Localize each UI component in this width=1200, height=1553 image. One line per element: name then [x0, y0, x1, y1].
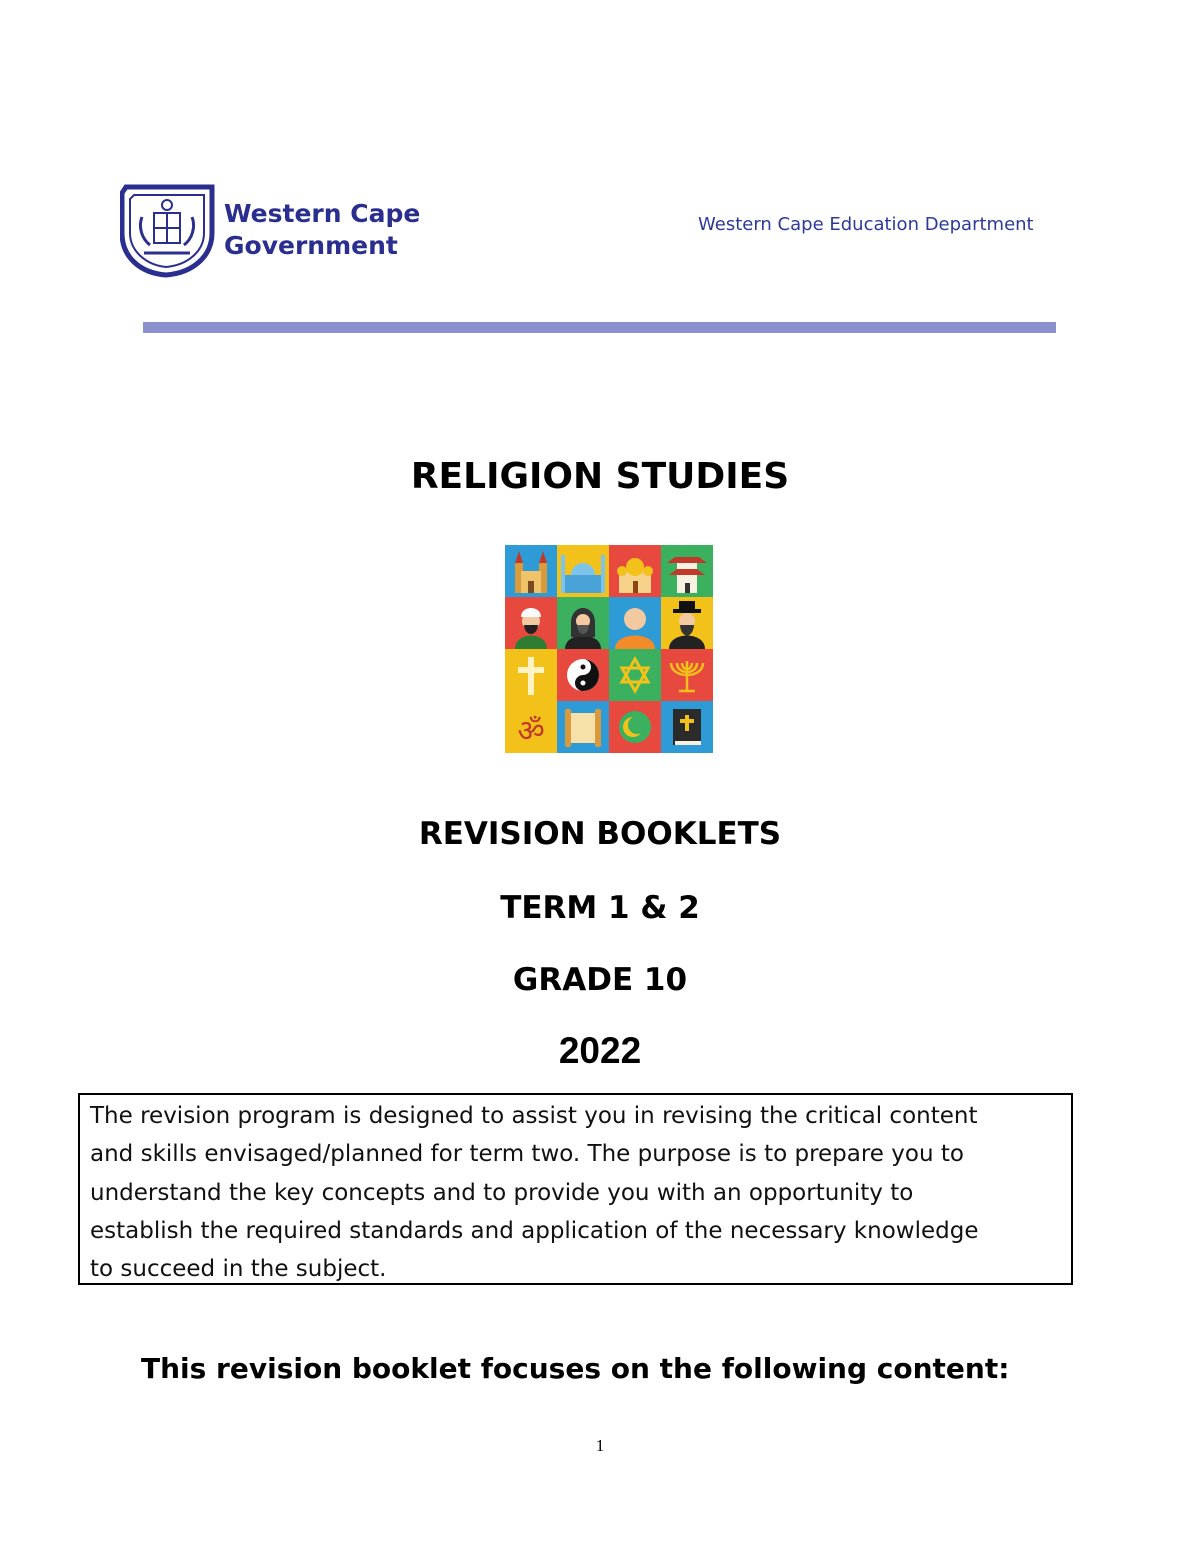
header-divider — [143, 322, 1056, 333]
coat-of-arms-icon — [120, 183, 220, 279]
religions-icon-grid — [505, 545, 713, 753]
orthodox-church-icon — [609, 545, 661, 597]
menorah-icon — [661, 649, 713, 701]
document-subtitle: REVISION BOOKLETS — [418, 816, 782, 852]
term-label: TERM 1 & 2 — [500, 890, 700, 926]
pagoda-icon — [661, 545, 713, 597]
logo-line-2: Government — [224, 231, 398, 260]
focus-heading: This revision booklet focuses on the following content: — [141, 1352, 1010, 1385]
document-title: RELIGION STUDIES — [410, 456, 790, 497]
yin-yang-icon — [557, 649, 609, 701]
svg-text:ॐ: ॐ — [517, 714, 545, 749]
grade-label: GRADE 10 — [512, 962, 688, 998]
logo-line-1: Western Cape — [224, 199, 421, 228]
mosque-icon — [557, 545, 609, 597]
star-of-david-icon — [609, 649, 661, 701]
om-icon — [505, 701, 557, 753]
page-number: 1 — [595, 1436, 605, 1455]
monk-icon — [609, 597, 661, 649]
cathedral-icon — [505, 545, 557, 597]
year-label: 2022 — [558, 1030, 642, 1071]
bible-icon — [661, 701, 713, 753]
scroll-icon — [557, 701, 609, 753]
priest-icon — [557, 597, 609, 649]
rabbi-icon — [661, 597, 713, 649]
department-name: Western Cape Education Department — [698, 214, 1034, 235]
intro-paragraph: The revision program is designed to assist you in revising the critical content and skills envisaged/planned for term two. The purpose is to prepare you to understand the key concepts and to provide you with an opportunity to establish the required standards and application of the necessary knowledge to succeed in the subject. — [90, 1103, 979, 1283]
crescent-icon — [609, 701, 661, 753]
imam-icon — [505, 597, 557, 649]
cross-icon — [505, 649, 557, 701]
logo-wordmark — [224, 198, 420, 262]
